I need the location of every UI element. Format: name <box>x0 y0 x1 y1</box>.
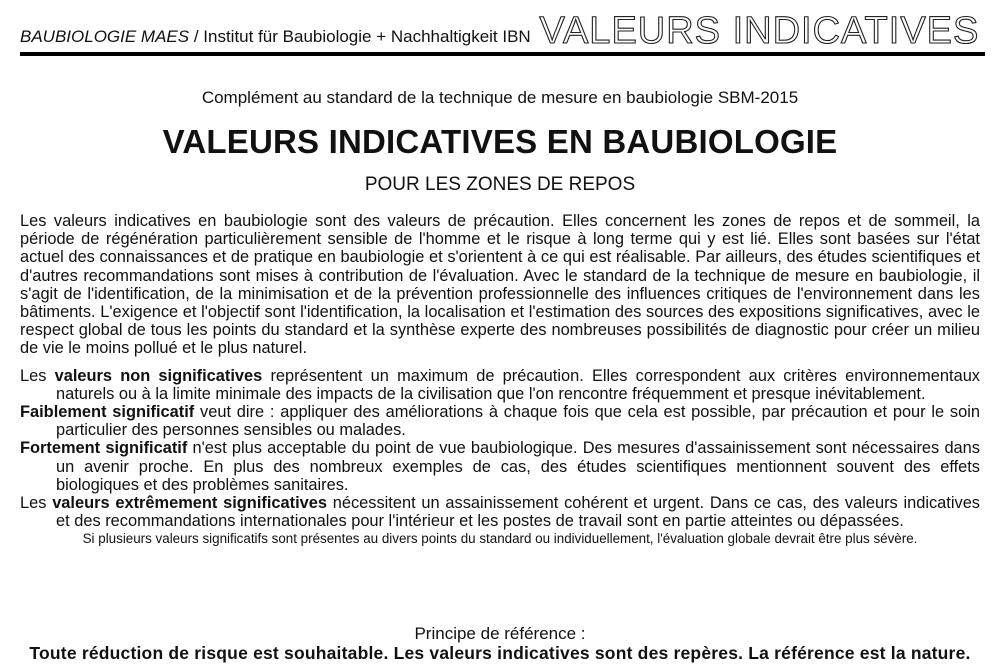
document-title: VALEURS INDICATIVES EN BAUBIOLOGIE <box>162 123 838 160</box>
level-term: valeurs non significatives <box>54 366 263 385</box>
level-text: n'est plus acceptable du point de vue baubiologique. Des mesures d'assainissement sont nécessaires dans un avenir proche. En plus des nombreux exemples de cas, des études scientifiques mentionnent souvent des effets biologiques et des problèmes sanitaires. <box>56 439 980 494</box>
institute-name: Institut für Baubiologie + Nachhaltigkeit IBN <box>203 27 536 46</box>
document-subtitle: Complément au standard de la technique de mesure en baubiologie SBM-2015 <box>201 88 799 107</box>
level-non-significant <box>20 367 980 403</box>
level-weak <box>20 403 980 439</box>
level-text: nécessitent un assainissement cohérent et urgent. Dans ce cas, des valeurs indicatives et des recommandations internationales pour l'intérieur et les postes de travail sont en partie atteintes ou dépassées. <box>56 494 981 531</box>
level-extreme <box>20 494 980 530</box>
intro-paragraph: Les valeurs indicatives en baubiologie sont des valeurs de précaution. Elles concernent les zones de repos et de sommeil, la période de régénération particulièrement sensible de l'homme et le risque à long terme qui y est lié. Elles sont basées sur l'état actuel des connaissances et de pratique en baubiologie et s'orientent à ce qui est réalisable. Par ailleurs, des études scientifiques et d'autres recommandations sont mises à contribution de l'évaluation. Avec le standard de la technique de mesure en baubiologie, il s'agit de l'identification, de la minimisation et de la prévention professionnelle des influences critiques de l'environnement dans les bâtiments. L'exigence et l'objectif sont l'identification, la localisation et l'estimation des sources des expositions significatives, avec le respect global de tous les points du standard et la synthèse experte des nombreuses possibilités de diagnostic pour créer un milieu de vie le moins pollué et le plus naturel. <box>20 212 980 358</box>
level-prefix: Les <box>20 366 55 385</box>
organization-name: BAUBIOLOGIE MAES <box>20 27 190 46</box>
level-term: Faiblement significatif <box>20 403 195 422</box>
evaluation-note: Si plusieurs valeurs significatifs sont présentes au divers points du standard ou individuellement, l'évaluation globale devrait être plus sévère. <box>82 531 918 547</box>
principle-statement: Toute réduction de risque est souhaitable. Les valeurs indicatives sont des repères. La référence est la nature. <box>29 643 971 663</box>
level-strong <box>20 439 980 494</box>
level-prefix: Les <box>20 494 53 513</box>
header-rule <box>20 52 985 56</box>
principle-label: Principe de référence : <box>414 624 586 643</box>
document-body <box>20 212 980 549</box>
document-subheading: POUR LES ZONES DE REPOS <box>364 174 636 195</box>
header-banner: VALEURS INDICATIVES <box>539 10 980 52</box>
level-text: représentent un maximum de précaution. Elles correspondent aux critères environnementaux naturels ou à la limite minimale des impacts de la civilisation que l'on rencontre fréquemment et presque inévitablement. <box>56 366 980 403</box>
level-term: valeurs extrêmement significatives <box>52 494 327 513</box>
level-term: Fortement significatif <box>20 439 188 458</box>
level-text: veut dire : appliquer des améliorations à chaque fois que cela est possible, par précaution et pour le soin particulier des personnes sensibles ou malades. <box>56 403 980 440</box>
significance-levels <box>20 367 980 531</box>
header-separator: / <box>189 27 204 46</box>
document-header <box>20 6 984 56</box>
